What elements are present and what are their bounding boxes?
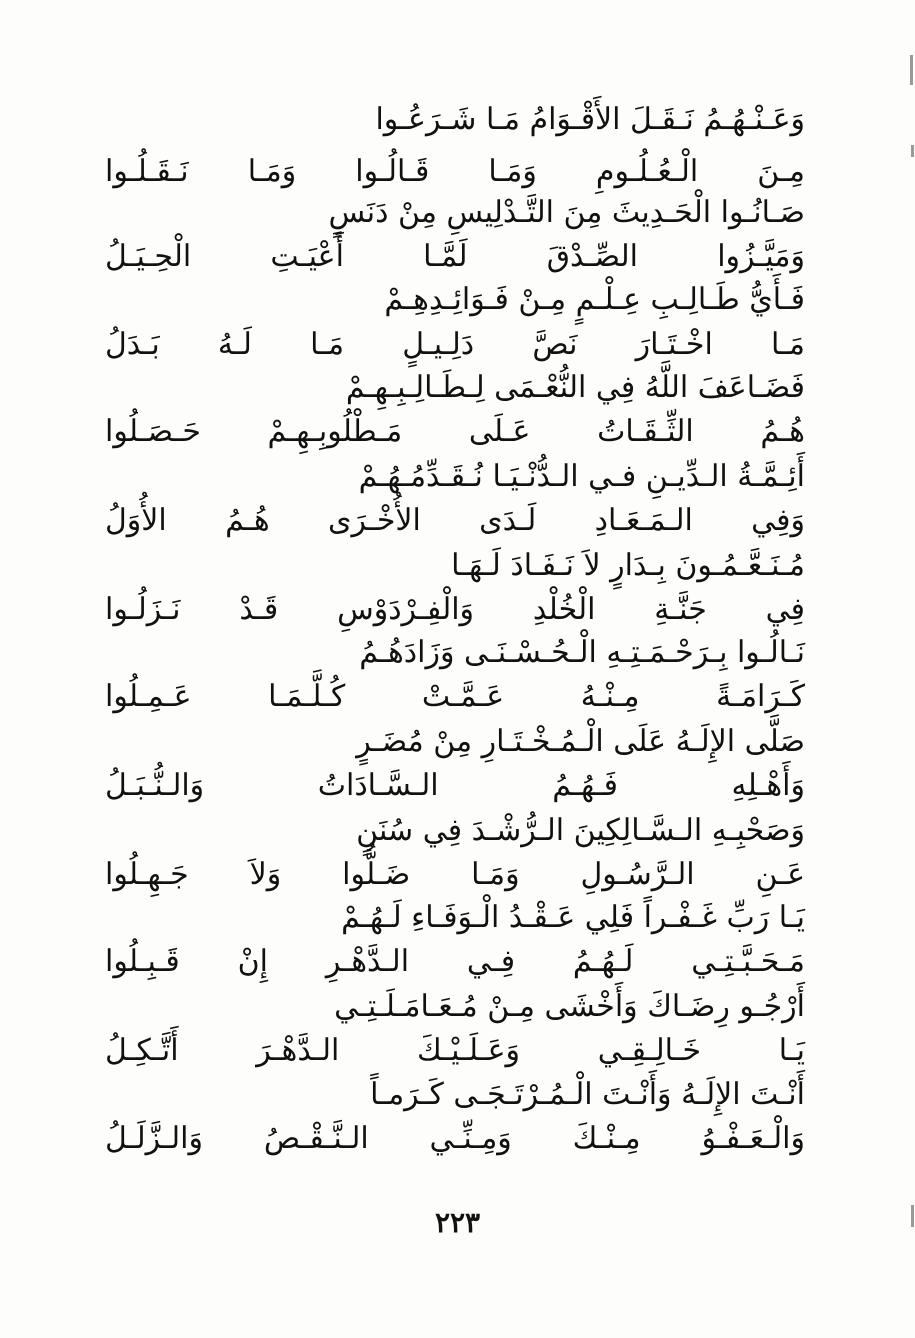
verse-9-second-hemistich: عَـنِ الـرَّسُـولِ وَمَـا ضَـلُّوا وَلاَ جَـهِـلُوا bbox=[105, 857, 805, 892]
scan-edge-mark bbox=[910, 55, 913, 85]
verse-4-second-hemistich: هُـمُ الثِّـقَـاتُ عَـلَى مَـطْلُوبِـهِـمْ حَـصَـلُوا bbox=[105, 414, 805, 449]
verse-2-second-hemistich: وَمَيَّـزُوا الصِّـدْقَ لَمَّـا أَعْيَـتِ الْحِـيَـلُ bbox=[105, 239, 805, 274]
page-number: ٢٢٣ bbox=[434, 1206, 481, 1239]
verse-8-first-hemistich: صَلَّى الإِلَـهُ عَلَى الْـمُـخْـتَـارِ مِنْ مُضَـرٍ bbox=[356, 724, 805, 759]
verse-4-first-hemistich: فَضَـاعَفَ اللَّهُ فِي النُّعْـمَى لِـطَـالِـبِـهِـمْ bbox=[345, 370, 805, 405]
verse-2-first-hemistich: صَـانُـوا الْحَـدِيثَ مِنَ التَّـدْلِيسِ مِنْ دَنَسٍ bbox=[328, 195, 805, 230]
verse-8-second-hemistich: وَأَهْـلِهِ فَـهُـمُ الـسَّـادَاتُ وَالـنُّـبَـلُ bbox=[105, 768, 805, 803]
verse-6-second-hemistich: فِي جَنَّـةِ الْخُلْدِ وَالْفِـرْدَوْسِ قَـدْ نَـزَلُـوا bbox=[105, 592, 805, 627]
verse-3-first-hemistich: فَـأَيُّ طَـالِـبِ عِـلْـمٍ مِـنْ فَـوَائِـدِهِـمْ bbox=[384, 282, 805, 317]
verse-11-second-hemistich: يَـا خَـالِـقِـي وَعَـلَـيْـكَ الـدَّهْـرَ أَتَّـكِـلُ bbox=[105, 1033, 805, 1068]
verse-12-first-hemistich: أَنْـتَ الإِلَـهُ وَأَنْـتَ الْـمُـرْتَـجَـى كَـرَمـاً bbox=[370, 1077, 805, 1112]
verse-6-first-hemistich: مُـنَـعَّـمُـونَ بِـدَارٍ لاَ نَـفَـادَ لَـهَـا bbox=[451, 548, 805, 583]
verse-12-second-hemistich: وَالْـعَـفْـوُ مِـنْـكَ وَمِـنِّـي الـنَّـقْـصُ وَالـزَّلَـلُ bbox=[105, 1121, 805, 1156]
verse-7-second-hemistich: كَـرَامَـةً مِـنْـهُ عَـمَّـتْ كُـلَّـمَـا عَـمِـلُوا bbox=[105, 679, 805, 714]
verse-5-first-hemistich: أَئِـمَّـةُ الـدِّيـنِ فـي الـدُّنْـيَـا نُـقَـدِّمُـهُـمْ bbox=[358, 459, 805, 494]
verse-7-first-hemistich: نَـالُـوا بِـرَحْـمَـتِـهِ الْـحُـسْـنَـى وَزَادَهُـمُ bbox=[359, 635, 805, 670]
verse-5-second-hemistich: وَفِي الـمَـعَـادِ لَـدَى الأُخْـرَى هُـمُ الأُوَلُ bbox=[105, 503, 805, 538]
verse-3-second-hemistich: مَـا اخْـتَـارَ نَصَّ دَلِـيـلٍ مَـا لَـهُ بَـدَلُ bbox=[105, 327, 805, 362]
verse-10-second-hemistich: مَـحَـبَّـتِـي لَـهُـمُ فِـي الـدَّهْـرِ إِنْ قَـبِـلُوا bbox=[105, 944, 805, 979]
verse-11-first-hemistich: أَرْجُـو رِضَـاكَ وَأَخْشَى مِـنْ مُـعَـامَـلَـتِـي bbox=[334, 989, 805, 1024]
verse-1-first-hemistich: وَعَـنْـهُـمُ نَـقَـلَ الأَقْـوَامُ مَـا شَـرَعُـوا bbox=[375, 102, 805, 137]
verse-1-second-hemistich: مِـنَ الْـعُـلُـومِ وَمَـا قَـالُـوا وَمَـا نَـقَـلُـوا bbox=[105, 154, 805, 189]
verse-9-first-hemistich: وَصَحْبِـهِ الـسَّـالِكِينَ الـرُّشْـدَ فِي سُنَنٍ bbox=[356, 813, 805, 848]
scan-edge-mark bbox=[911, 1205, 914, 1227]
verse-10-first-hemistich: يَـا رَبِّ غَـفْـراً فَلِي عَـقْـدُ الْـوَفَـاءِ لَـهُـمْ bbox=[341, 900, 805, 935]
scan-edge-mark bbox=[911, 145, 914, 157]
